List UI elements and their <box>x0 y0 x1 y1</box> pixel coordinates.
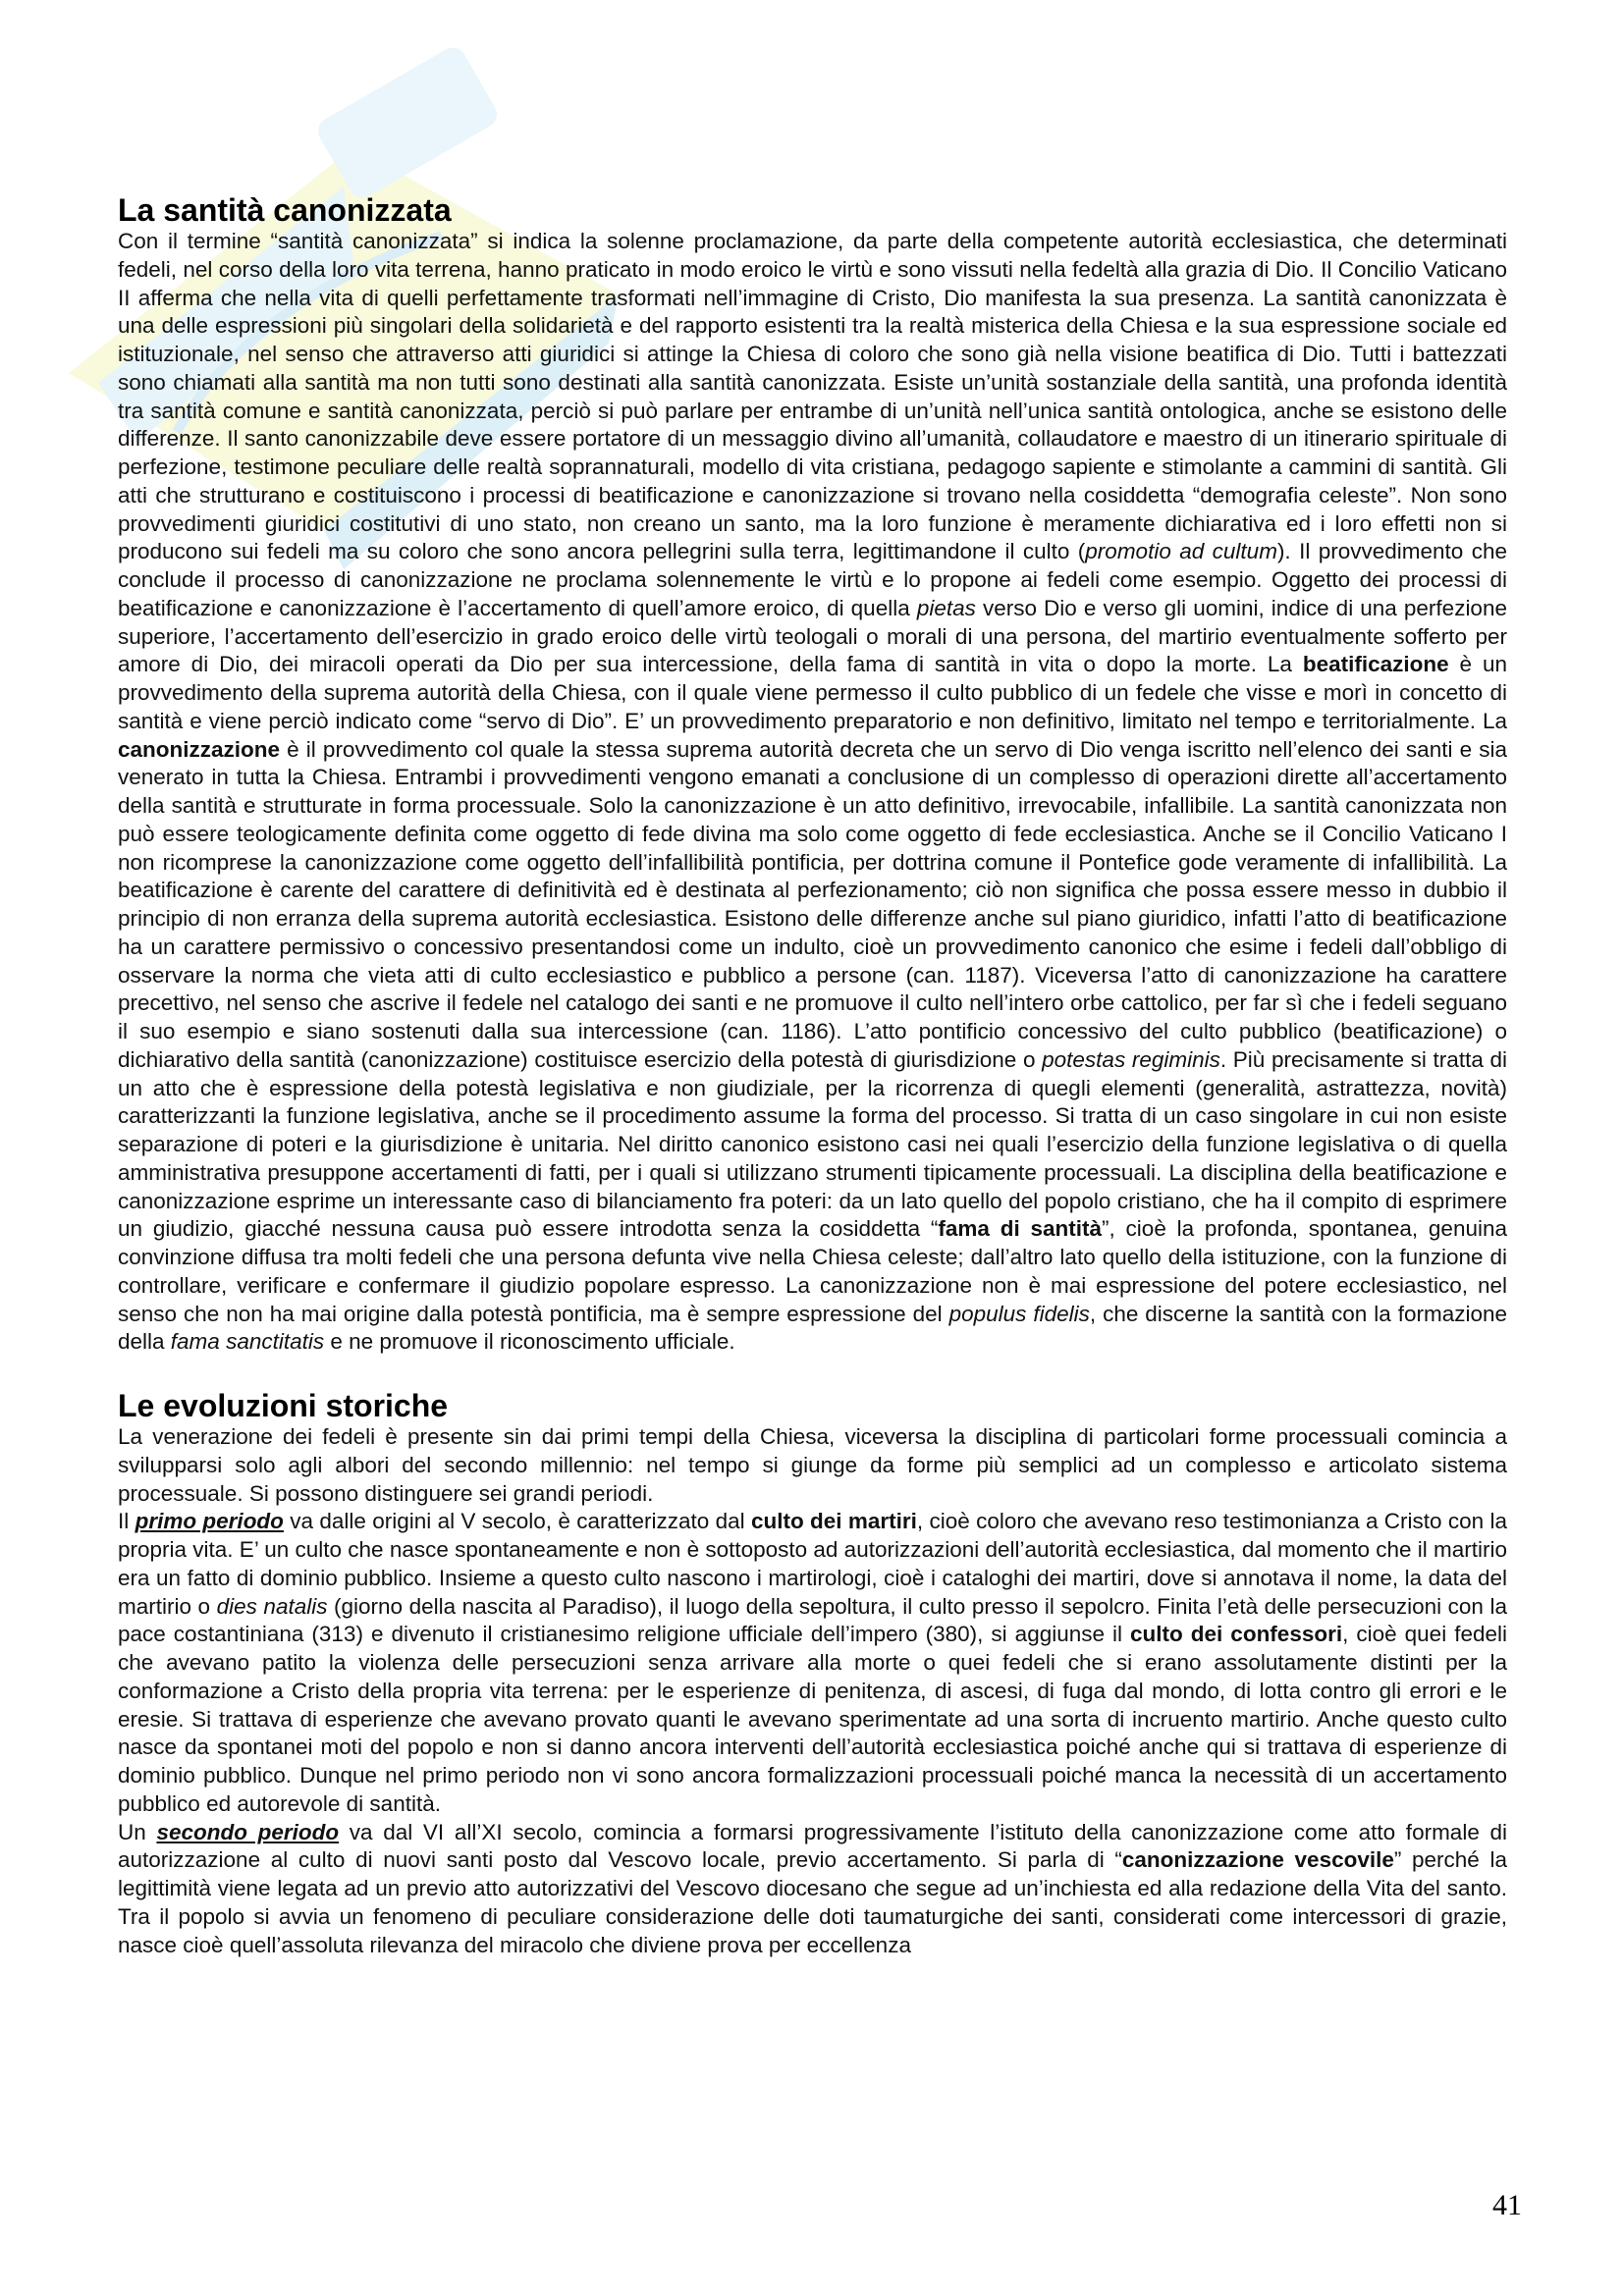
text-run: promotio ad cultum <box>1085 539 1277 564</box>
text-run: La venerazione dei fedeli è presente sin dai primi tempi della Chiesa, viceversa la disciplina di particolari forme processuali comincia a svilupparsi solo agli albori del secondo millennio: nel tempo si giunge da forme più semplici ad un complesso e articolato sistema processuale. Si possono distinguere sei grandi periodi. <box>118 1424 1507 1506</box>
document-body <box>118 192 1507 1959</box>
text-run: ”, cioè la profonda, spontanea, genuina convinzione diffusa tra molti fedeli che una persona defunta vive nella Chiesa celeste; dall’altro lato quello della istituzione, con la funzione di controllare, verificare e confermare il giudizio popolare espresso. La canonizzazione non è mai espressione del potere ecclesiastico, nel senso che non ha mai origine dalla potestà pontificia, ma è sempre espressione del <box>118 1216 1507 1326</box>
section-heading: La santità canonizzata <box>118 192 452 228</box>
text-run: e ne promuove il riconoscimento ufficiale. <box>324 1329 735 1355</box>
text-run: secondo periodo <box>156 1819 340 1844</box>
text-run: potestas regiminis <box>1042 1046 1220 1072</box>
text-run: Con il termine “santità canonizzata” si indica la solenne proclamazione, da parte della competente autorità ecclesiastica, che determinati fedeli, nel corso della loro vita terrena, hanno praticato in modo eroico le virtù e sono vissuti nella fedeltà alla grazia di Dio. Il Concilio Vaticano II afferma che nella vita di quelli perfettamente trasformati nell’immagine di Cristo, Dio manifesta la sua presenza. La santità canonizzata è una delle espressioni più singolari della solidarietà e del rapporto esistenti tra la realtà misterica della Chiesa e la sua espressione sociale ed istituzionale, nel senso che attraverso atti giuridici si attinge la Chiesa di coloro che sono già nella visione beatifica di Dio. Tutti i battezzati sono chiamati alla santità ma non tutti sono destinati alla santità canonizzata. Esiste un’unità sostanziale della santità, una profonda identità tra santità comune e santità canonizzata, perciò si può parlare per entrambe di un’unità nell’unica santità ontologica, anche se esistono delle differenze. Il santo canonizzabile deve essere portatore di un messaggio divino all’umanità, collaudatore e maestro di un itinerario spirituale di perfezione, testimone peculiare delle realtà soprannaturali, modello di vita cristiana, pedagogo sapiente e stimolante a cammini di santità. Gli atti che strutturano e costituiscono i processi di beatificazione e canonizzazione si trovano nella cosiddetta “demografia celeste”. Non sono provvedimenti giuridici costitutivi di uno stato, non creano un santo, ma la loro funzione è meramente dichiarativa ed i loro effetti non si producono sui fedeli ma su coloro che sono ancora pellegrini sulla terra, legittimandone il culto ( <box>118 229 1507 564</box>
text-run: fama di santità <box>938 1216 1103 1242</box>
text-run: ). Il provvedimento che conclude il processo di canonizzazione ne proclama solennemente le virtù e lo propone ai fedeli come esempio. Oggetto dei processi di beatificazione e canonizzazione è l’accertamento di quell’amore eroico, di quella <box>118 539 1507 620</box>
text-run: va dal VI all’XI secolo, comincia a formarsi progressivamente l’istituto della canonizzazione come atto formale di autorizzazione al culto di nuovi santi posto dal Vescovo locale, previo accertamento. Si parla di “ <box>118 1819 1508 1873</box>
text-run: , cioè coloro che avevano reso testimonianza a Cristo con la propria vita. E’ un culto che nasce spontaneamente e non è sottoposto ad autorizzazioni dell’autorità ecclesiastica, dal momento che il martirio era un fatto di dominio pubblico. Insieme a questo culto nascono i martirologi, cioè i cataloghi dei martiri, dove si annotava il nome, la data del martirio o <box>118 1509 1507 1619</box>
text-run: populus fidelis <box>948 1301 1090 1326</box>
section-heading: Le evoluzioni storiche <box>118 1388 449 1423</box>
text-run: , cioè quei fedeli che avevano patito la violenza delle persecuzioni senza arrivare alla morte o quei fedeli che si erano assolutamente distinti per la conformazione a Cristo della propria vita terrena: per le esperienze di penitenza, di ascesi, di fuga dal mondo, di lotta contro gli errori e le eresie. Si trattava di esperienze che avevano provato quanti le avevano sperimentate ad una sorta di incruento martirio. Anche questo culto nasce da spontanei moti del popolo e non si danno ancora interventi dell’autorità ecclesiastica poiché anche qui si trattava di esperienze di dominio pubblico. Dunque nel primo periodo non vi sono ancora formalizzazioni processuali poiché manca la necessità di un accertamento pubblico ed autorevole di santità. <box>118 1622 1508 1816</box>
text-run: culto dei confessori <box>1130 1622 1343 1647</box>
paragraph <box>118 1819 1507 1960</box>
text-run: Il <box>118 1509 135 1534</box>
text-run: culto dei martiri <box>750 1509 917 1534</box>
text-run: beatificazione <box>1302 652 1449 677</box>
text-run: fama sanctitatis <box>170 1329 325 1355</box>
text-run: è un provvedimento della suprema autorità della Chiesa, con il quale viene permesso il culto pubblico di un fedele che visse e morì in concetto di santità e viene perciò indicato come “servo di Dio”. E’ un provvedimento preparatorio e non definitivo, limitato nel tempo e territorialmente. La <box>118 652 1508 733</box>
text-run: , che discerne la santità con la formazione della <box>118 1301 1507 1355</box>
text-run: . Più precisamente si tratta di un atto che è espressione della potestà legislativa e non giudiziale, per la ricorrenza di quegli elementi (generalità, astrattezza, novità) caratterizzanti la funzione legislativa, anche se il procedimento assume la forma del processo. Si tratta di un caso singolare in cui non esiste separazione di poteri e la giurisdizione è unitaria. Nel diritto canonico esistono casi nei quali l’esercizio della funzione legislativa o di quella amministrativa presuppone accertamenti di fatti, per i quali si utilizzano strumenti tipicamente processuali. La disciplina della beatificazione e canonizzazione esprime un interessante caso di bilanciamento fra poteri: da un lato quello del popolo cristiano, che ha il compito di esprimere un giudizio, giacché nessuna causa può essere introdotta senza la cosiddetta “ <box>118 1046 1507 1242</box>
section <box>118 1388 1507 1959</box>
text-run: è il provvedimento col quale la stessa suprema autorità decreta che un servo di Dio venga iscritto nell’elenco dei santi e sia venerato in tutta la Chiesa. Entrambi i provvedimenti vengono emanati a conclusione di un complesso di operazioni dirette all’accertamento della santità e strutturate in forma processuale. Solo la canonizzazione è un atto definitivo, irrevocabile, infallibile. La santità canonizzata non può essere teologicamente definita come oggetto di fede divina ma solo come oggetto di fede ecclesiastica. Anche se il Concilio Vaticano I non ricomprese la canonizzazione come oggetto dell’infallibilità pontificia, per dottrina comune il Pontefice gode veramente di infallibilità. La beatificazione è carente del carattere di definitività ed è destinata al perfezionamento; ciò non significa che possa essere messo in dubbio il principio di non erranza della suprema autorità ecclesiastica. Esistono delle differenze anche sul piano giuridico, infatti l’atto di beatificazione ha un carattere permissivo o concessivo presentandosi come un indulto, cioè un provvedimento canonico che esime i fedeli dall’obbligo di osservare la norma che vieta atti di culto ecclesiastico e pubblico a persone (can. 1187). Viceversa l’atto di canonizzazione ha carattere precettivo, nel senso che ascrive il fedele nel catalogo dei santi e ne promuove il culto nell’intero orbe cattolico, per far sì che i fedeli seguano il suo esempio e siano sostenuti dalla sua intercessione (can. 1186). L’atto pontificio concessivo del culto pubblico (beatificazione) o dichiarativo della santità (canonizzazione) costituisce esercizio della potestà di giurisdizione o <box>118 736 1507 1072</box>
text-run: ” perché la legittimità viene legata ad un previo atto autorizzativi del Vescovo diocesano che segue ad un’inchiesta ed alla redazione della Vita del santo. Tra il popolo si avvia un fenomeno di peculiare considerazione delle doti taumaturgiche dei santi, considerati come intercessori di grazie, nasce cioè quell’assoluta rilevanza del miracolo che diviene prova per eccellenza <box>118 1847 1507 1957</box>
text-run: verso Dio e verso gli uomini, indice di una perfezione superiore, l’accertamento dell’esercizio in grado eroico delle virtù teologali o morali di una persona, del martirio eventualmente sofferto per amore di Dio, dei miracoli operati da Dio per sua intercessione, della fama di santità in vita o dopo la morte. La <box>118 595 1507 677</box>
text-run: primo periodo <box>135 1509 284 1534</box>
text-run: canonizzazione vescovile <box>1121 1847 1394 1873</box>
page-number: 41 <box>1492 2189 1522 2221</box>
paragraph <box>118 1423 1507 1508</box>
section <box>118 192 1507 1357</box>
text-run: dies natalis <box>216 1593 328 1619</box>
text-run: (giorno della nascita al Paradiso), il luogo della sepoltura, il culto presso il sepolcro. Finita l’età delle persecuzioni con la pace costantiniana (313) e divenuto il cristianesimo religione ufficiale dell’impero (380), si aggiunse il <box>118 1593 1507 1647</box>
text-run: canonizzazione <box>118 736 281 762</box>
paragraph <box>118 228 1507 1357</box>
paragraph <box>118 1508 1507 1818</box>
text-run: Un <box>118 1819 157 1844</box>
text-run: pietas <box>916 595 976 620</box>
text-run: va dalle origini al V secolo, è caratterizzato dal <box>283 1509 751 1534</box>
